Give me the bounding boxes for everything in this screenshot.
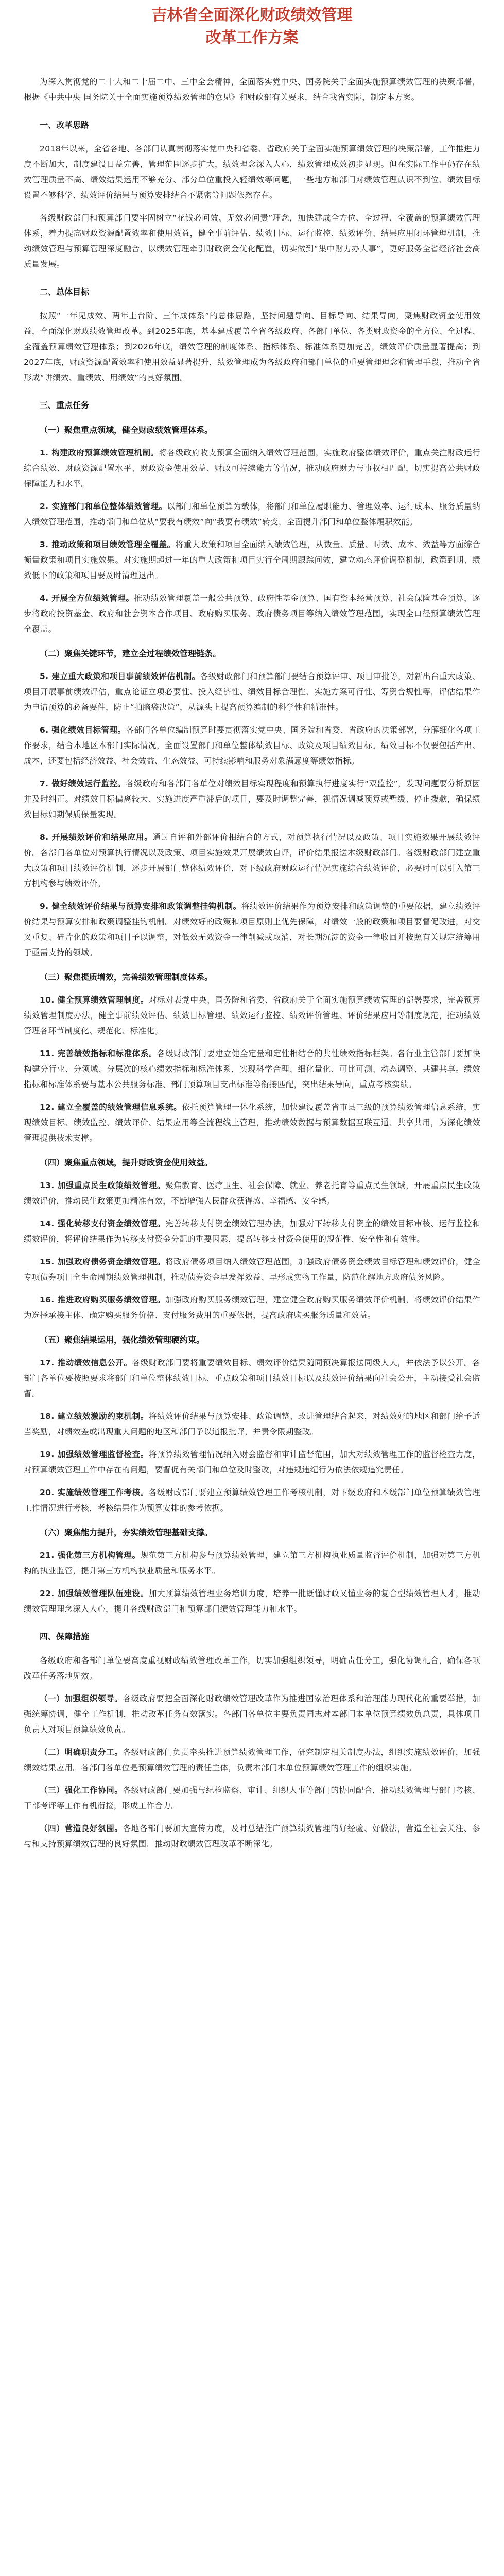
task-item-text: 各级财政部门和预算部门要结合预算评审、项目审批等，对新出台重大政策、项目开展事前绩效评估，重点论证立项必要性、投入经济性、绩效目标合理性、实施方案可行性、筹资合规性等，评估结果作为申请预算的必备要件，防止“拍脑袋决策”，从源头上提高预算编制的科学性和精准性。 — [24, 672, 480, 712]
task-item — [24, 1586, 480, 1617]
task-item-lead: 15. 加强政府债务资金绩效管理。 — [40, 1257, 166, 1266]
part2-paragraph: 按照“一年见成效、两年上台阶、三年成体系”的总体思路，坚持问题导向、目标导向、结果导向，聚焦财政资金使用效益，全面深化财政绩效管理改革。到2025年底，基本建成覆盖全省各级政府、各部门单位、各类财政资金的全方位、全过程、全覆盖预算绩效管理体系；到2026年底，绩效管理的制度体系、指标体系、标准体系更加完善，绩效评价质量显著提高；到2027年底，财政资源配置效率和使用效益显著提升，绩效管理成为各级政府和部门单位的重要管理理念和管理手段，推动全省形成“讲绩效、重绩效、用绩效”的良好氛围。 — [24, 311, 480, 382]
task-item — [24, 1254, 480, 1285]
task-item — [24, 829, 480, 891]
measure-item-text: 各级政府要把全面深化财政绩效管理改革作为推进国家治理体系和治理能力现代化的重要举措，加强统筹协调，健全工作机制，推动改革任务有效落实。各部门各单位主要负责同志对本部门本单位预算绩效负总责，具体项目负责人对项目预算绩效负责。 — [24, 1694, 480, 1734]
task-item-text: 加大预算绩效管理业务培训力度，培养一批既懂财政又懂业务的复合型绩效管理人才，推动绩效管理理念深入人心，提升各级财政部门和预算部门绩效管理能力和水平。 — [24, 1589, 480, 1614]
task-item-lead: 22. 加强绩效管理队伍建设。 — [40, 1589, 149, 1598]
part3-body — [24, 422, 480, 1617]
task-item-lead: 1. 构建政府预算绩效管理机制。 — [40, 448, 159, 457]
task-item — [24, 590, 480, 637]
task-group-heading: （三）聚焦提质增效，完善绩效管理制度体系。 — [40, 972, 213, 982]
task-item-lead: 19. 加强绩效管理监督检查。 — [40, 1450, 149, 1459]
task-item-lead: 11. 完善绩效指标和标准体系。 — [40, 1049, 157, 1058]
task-item-lead: 4. 开展全方位绩效管理。 — [40, 594, 134, 603]
task-item-text: 各级财政部门要建立预算绩效管理工作考核机制，对下级政府和本级部门单位预算绩效管理工作情况进行考核，考核结果作为预算安排的参考依据。 — [24, 1488, 480, 1513]
task-item-text: 规范第三方机构参与预算绩效管理，建立第三方机构执业质量监督评价机制，加强对第三方机构的执业监管，提升第三方机构执业质量和服务水平。 — [24, 1551, 480, 1575]
task-item — [24, 1447, 480, 1478]
task-item-text: 各级财政部门要将重要绩效目标、绩效评价结果随同预决算报送同级人大，并依法予以公开。各部门各单位要按照要求将部门和单位整体绩效目标、重点政策和项目绩效目标以及绩效评价结果向社会公开，主动接受社会监督。 — [24, 1358, 480, 1398]
measure-item-heading: （一）加强组织领导。 — [40, 1694, 123, 1703]
measure-item-heading: （三）强化工作协同。 — [40, 1786, 123, 1795]
task-item-lead: 18. 建立绩效激励约束机制。 — [40, 1412, 149, 1421]
task-group-heading: （四）聚焦重点领域，提升财政资金使用效益。 — [40, 1158, 213, 1167]
task-item-text: 将绩效评价结果与预算安排、政策调整、改进管理结合起来，对绩效好的地区和部门给予适当奖励，对绩效差或出现重大问题的地区和部门予以通报批评，并责令限期整改。 — [24, 1412, 480, 1436]
task-item — [24, 1216, 480, 1247]
task-group-heading: （一）聚焦重点领域，健全财政绩效管理体系。 — [40, 425, 213, 435]
task-item-lead: 14. 强化转移支付资金绩效管理。 — [40, 1219, 166, 1228]
part1-paragraph: 2018年以来，全省各地、各部门认真贯彻落实党中央和省委、省政府关于全面实施预算绩效管理的决策部署，工作推进力度不断加大，制度建设日益完善，管理范围逐步扩大，绩效理念深入人心，绩效管理成效初步显现。但在实际工作中仍存在绩效管理质量不高、绩效结果运用不够充分、部分单位重投入轻绩效等问题，一些地方和部门对绩效管理认识不到位、绩效目标设置不够科学、绩效评价结果与预算安排结合不紧密等问题依然存在。 — [24, 144, 480, 200]
task-group-heading: （六）聚焦能力提升，夯实绩效管理基础支撑。 — [40, 1528, 213, 1537]
task-item-lead: 16. 推进政府购买服务绩效管理。 — [40, 1295, 166, 1304]
part1-heading: 一、改革思路 — [40, 120, 90, 130]
part4-body — [24, 1691, 480, 1852]
part4-heading: 四、保障措施 — [40, 1632, 90, 1641]
measure-item — [24, 1744, 480, 1775]
task-item-text: 以部门和单位预算为载体，将部门和单位履职能力、管理效率、运行成本、服务质量纳入绩效管理范围，推动部门和单位从“要我有绩效”向“我要有绩效”转变，全面提升部门和单位整体履职效能。 — [24, 502, 481, 527]
task-item — [24, 1409, 480, 1439]
task-group-heading: （五）聚焦结果运用，强化绩效管理硬约束。 — [40, 1335, 205, 1345]
task-item-text: 各部门各单位编制预算时要贯彻落实党中央、国务院和省委、省政府的决策部署，分解细化各项工作要求，结合本地区本部门实际情况，全面设置部门和单位整体绩效目标、政策及项目绩效目标。绩效目标不仅要包括产出、成本，还要包括经济效益、社会效益、生态效益、可持续影响和服务对象满意度等绩效指标。 — [24, 725, 481, 766]
task-item-lead: 13. 加强重点民生政策绩效管理。 — [40, 1181, 166, 1190]
measure-item-heading: （二）明确职责分工。 — [40, 1748, 123, 1757]
task-item-text: 将预算绩效管理情况纳入财会监督和审计监督范围，加大对绩效管理工作的监督检查力度，对预算绩效管理工作中存在的问题，要督促有关部门和单位及时整改，对违规违纪行为依法依规追究责任。 — [24, 1450, 480, 1475]
task-item — [24, 776, 480, 822]
task-item-text: 对标对表党中央、国务院和省委、省政府关于全面实施预算绩效管理的部署要求，完善预算绩效管理制度办法，健全事前绩效评估、绩效目标管理、绩效运行监控、绩效评价管理、评价结果应用等制度规范，推动绩效管理各环节制度化、规范化、标准化。 — [24, 995, 480, 1036]
measure-item-text: 各地各部门要加大宣传力度，及时总结推广预算绩效管理的好经验、好做法，营造全社会关注、参与和支持预算绩效管理的良好氛围，推动财政绩效管理改革不断深化。 — [24, 1824, 480, 1849]
task-item-text: 聚焦教育、医疗卫生、社会保障、就业、养老托育等重点民生领域，开展重点民生政策绩效评价，推动民生政策更加精准有效，不断增强人民群众获得感、幸福感、安全感。 — [24, 1181, 481, 1206]
document-title: 吉林省全面深化财政绩效管理 — [151, 6, 353, 24]
task-item-lead: 8. 开展绩效评价和结果应用。 — [40, 833, 153, 842]
task-item — [24, 445, 480, 492]
task-item — [24, 1548, 480, 1579]
task-item — [24, 1292, 480, 1323]
task-item-lead: 5. 建立重大政策和项目事前绩效评估机制。 — [40, 672, 200, 681]
task-item — [24, 537, 480, 583]
part2-heading: 二、总体目标 — [40, 287, 90, 297]
task-item — [24, 1178, 480, 1209]
task-item — [24, 1355, 480, 1401]
measure-item-text: 各级财政部门负责牵头推进预算绩效管理工作，研究制定相关制度办法，组织实施绩效评价，加强绩效结果应用。各部门各单位是预算绩效管理的责任主体，负责本部门本单位预算绩效管理工作的组织实施。 — [24, 1748, 480, 1772]
task-item — [24, 899, 480, 960]
task-item — [24, 992, 480, 1039]
task-item-lead: 3. 推动政策和项目绩效管理全覆盖。 — [40, 540, 176, 549]
part1-paragraph: 各级财政部门和预算部门要牢固树立“花钱必问效、无效必问责”理念，加快建成全方位、全过程、全覆盖的预算绩效管理体系，着力提高财政资源配置效率和使用效益，健全事前评估、绩效目标、运行监控、绩效评价、结果应用闭环管理机制，推动绩效管理与预算管理深度融合，以绩效管理牵引财政资金优化配置，切实做到“集中财力办大事”，更好服务全省经济社会高质量发展。 — [24, 213, 480, 269]
task-item-text: 通过自评和外部评价相结合的方式，对预算执行情况以及政策、项目实施效果开展绩效评价。各部门各单位对预算执行情况以及政策、项目实施效果开展绩效自评，评价结果报送本级财政部门。各级财政部门建立重大政策和项目绩效评价机制，逐步开展部门整体绩效评价，对下级政府财政运行情况实施综合绩效评价，必要时可以引入第三方机构参与绩效评价。 — [24, 833, 480, 888]
task-item-lead: 20. 实施绩效管理工作考核。 — [40, 1488, 149, 1497]
task-item-text: 推动绩效管理覆盖一般公共预算、政府性基金预算、国有资本经营预算、社会保险基金预算，逐步将政府投资基金、政府和社会资本合作项目、政府购买服务、政府债务项目等纳入绩效管理范围，实现全口径预算绩效管理全覆盖。 — [24, 594, 480, 634]
document-subtitle: 改革工作方案 — [205, 29, 299, 47]
task-item-text: 将各级政府收支预算全面纳入绩效管理范围，实施政府整体绩效评价，重点关注财政运行综合绩效、财政资源配置水平、财政资金使用效益、财政可持续能力等情况，推动政府财力与事权相匹配，切实提高公共财政保障能力和水平。 — [24, 448, 480, 488]
measure-item-text: 各级财政部门要加强与纪检监察、审计、组织人事等部门的协同配合，推动绩效管理与部门考核、干部考评等工作有机衔接，形成工作合力。 — [24, 1786, 480, 1810]
task-item-lead: 6. 强化绩效目标管理。 — [40, 725, 126, 735]
task-item-lead: 21. 强化第三方机构管理。 — [40, 1551, 141, 1560]
task-item-lead: 17. 推动绩效信息公开。 — [40, 1358, 132, 1367]
task-item — [24, 499, 480, 530]
task-item-text: 将绩效评价结果作为预算安排和政策调整的重要依据，建立绩效评价结果与预算安排和政策调整挂钩机制。对绩效好的政策和项目原则上优先保障，对绩效一般的政策和项目要督促改进，对交叉重复、碎片化的政策和项目予以调整，对低效无效资金一律削减或取消，对长期沉淀的资金一律收回并按照有关规定统筹用于亟需支持的领域。 — [24, 902, 480, 957]
task-item-text: 依托预算管理一体化系统，加快建设覆盖省市县三级的预算绩效管理信息系统，实现绩效目标、绩效监控、绩效评价、结果应用等全流程线上管理，推动绩效数据与预算数据互联互通、共享共用，为深化绩效管理提供技术支撑。 — [24, 1103, 480, 1143]
task-item-lead: 12. 建立全覆盖的绩效管理信息系统。 — [40, 1103, 182, 1112]
task-item — [24, 722, 480, 769]
task-item-lead: 9. 健全绩效评价结果与预算安排和政策调整挂钩机制。 — [40, 902, 241, 911]
task-item-text: 各级政府和各部门各单位对绩效目标实现程度和预算执行进度实行“双监控”，发现问题要分析原因并及时纠正。对绩效目标偏离较大、实施进度严重滞后的项目，要及时调整完善，视情况调减预算或暂缓、停止拨款，确保绩效目标如期保质保量实现。 — [24, 779, 480, 819]
task-item-lead: 7. 做好绩效运行监控。 — [40, 779, 126, 788]
part3-heading: 三、重点任务 — [40, 400, 90, 410]
task-item — [24, 669, 480, 715]
task-item-text: 加强政府购买服务绩效管理，建立健全政府购买服务绩效评价机制，将绩效评价结果作为选择承接主体、确定购买服务价格、支付服务费用的重要依据，提高政府购买服务质量和效益。 — [24, 1295, 481, 1320]
measure-item — [24, 1821, 480, 1852]
task-item — [24, 1485, 480, 1516]
title-block — [24, 4, 480, 49]
task-item-text: 将重大政策和项目全面纳入绩效管理，从数量、质量、时效、成本、效益等方面综合衡量政策和项目实施效果。对实施期超过一年的重大政策和项目实行全周期跟踪问效，建立动态评价调整机制，政策到期、绩效低下的政策和项目要及时清理退出。 — [24, 540, 480, 580]
measure-item — [24, 1691, 480, 1737]
measure-item-heading: （四）营造良好氛围。 — [40, 1824, 123, 1833]
task-item-lead: 2. 实施部门和单位整体绩效管理。 — [40, 502, 167, 511]
task-item-text: 各级财政部门要建立健全定量和定性相结合的共性绩效指标框架。各行业主管部门要加快构建分行业、分领域、分层次的核心绩效指标和标准体系，实现科学合理、细化量化、可比可测、动态调整、共建共享。绩效指标和标准体系要与基本公共服务标准、部门预算项目支出标准等衔接匹配，突出结果导向，重点考核实绩。 — [24, 1049, 480, 1089]
task-item-text: 将政府债务项目纳入绩效管理范围，加强政府债务资金绩效目标管理和绩效评价，健全专项债券项目全生命周期绩效管理机制，推动债券资金早发挥效益、早形成实物工作量，防范化解地方政府债务风险。 — [24, 1257, 481, 1282]
intro-paragraph: 为深入贯彻党的二十大和二十届二中、三中全会精神，全面落实党中央、国务院关于全面实施预算绩效管理的决策部署，根据《中共中央 国务院关于全面实施预算绩效管理的意见》和财政部有关要求，结合我省实际，制定本方案。 — [24, 77, 480, 102]
task-item-text: 完善转移支付资金绩效管理办法，加强对下转移支付资金的绩效目标审核、运行监控和绩效评价，将评价结果作为转移支付资金分配的重要因素，提高转移支付资金使用的规范性、安全性和有效性。 — [24, 1219, 481, 1244]
measure-item — [24, 1783, 480, 1814]
task-item — [24, 1099, 480, 1146]
task-item-lead: 10. 健全预算绩效管理制度。 — [40, 995, 149, 1005]
task-item — [24, 1046, 480, 1092]
task-group-heading: （二）聚焦关键环节，建立全过程绩效管理链条。 — [40, 649, 221, 658]
part4-intro: 各级政府和各部门单位要高度重视财政绩效管理改革工作，切实加强组织领导，明确责任分工，强化协调配合，确保各项改革任务落地见效。 — [24, 1656, 480, 1681]
